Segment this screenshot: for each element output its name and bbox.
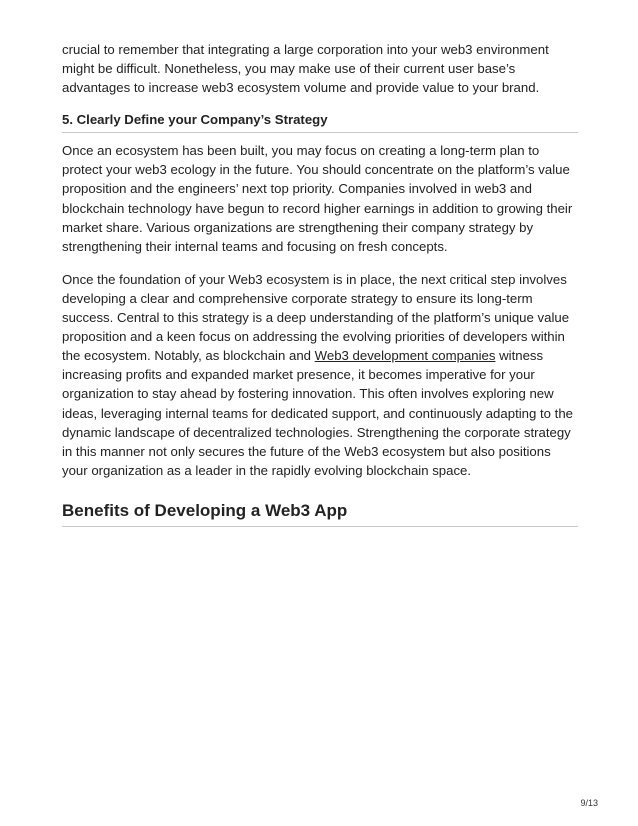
section-heading-strategy: 5. Clearly Define your Company’s Strategy [62,111,578,133]
page-number: 9/13 [580,798,598,808]
intro-paragraph: crucial to remember that integrating a large corporation into your web3 environment might be difficult. Nonetheless, you may make use of their current user base’s advantages to increase web3 ecosystem volume and provide value to your brand. [62,42,549,96]
strategy-paragraph-1: Once an ecosystem has been built, you may focus on creating a long-term plan to protect your web3 ecology in the future. You should concentrate on the platform’s value proposition and the engineers’ next top priority. Companies involved in web3 and blockchain technology have begun to record higher earnings in addition to growing their market share. Various organizations are strengthening their company strategy by strengthening their internal teams and focusing on fresh concepts. [62,143,573,254]
section-heading-benefits: Benefits of Developing a Web3 App [62,500,578,527]
document-page [62,40,578,527]
web3-development-companies-link[interactable]: Web3 development companies [314,348,496,364]
strategy-paragraph-2 [62,270,578,480]
paragraph-text: Once the foundation of your Web3 ecosystem is in place, the next critical step involves developing a clear and comprehensive corporate strategy to ensure its long-term success. Central to this strategy is a deep understanding of the platform’s unique value proposition and a keen focus on addressing the evolving priorities of developers within the ecosystem. Notably, as blockchain and [62,271,570,364]
paragraph-text: witness increasing profits and expanded market presence, it becomes imperative for your organization to stay ahead by fostering innovation. This often involves exploring new ideas, leveraging internal teams for dedicated support, and continuously adapting to the dynamic landscape of decentralized technologies. Strengthening the corporate strategy in this manner not only secures the future of the Web3 ecosystem but also positions your organization as a leader in the rapidly evolving blockchain space. [62,348,573,478]
